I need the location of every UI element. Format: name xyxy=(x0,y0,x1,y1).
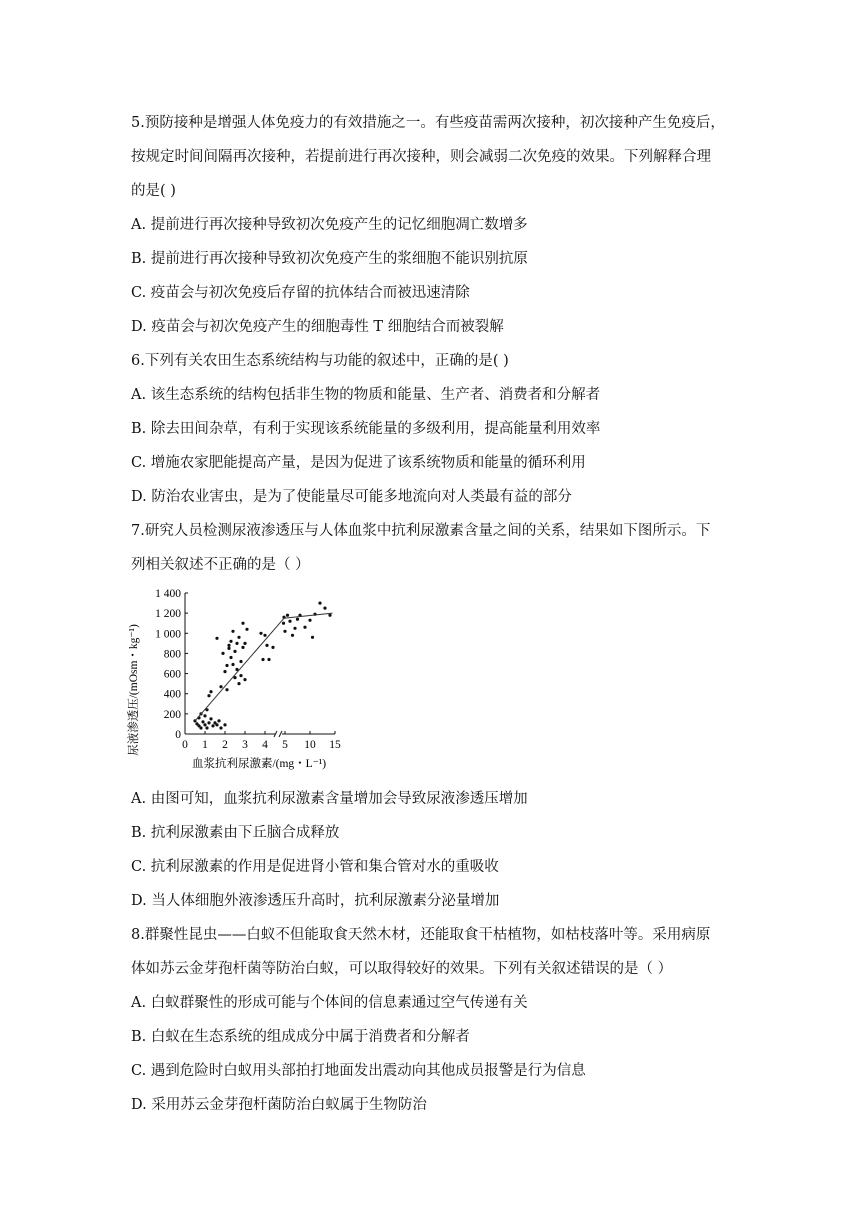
q7-line-1: 7.研究人员检测尿液渗透压与人体血浆中抗利尿激素含量之间的关系，结果如下图所示。下 xyxy=(131,523,711,539)
data-point xyxy=(296,618,299,621)
q5-option-b: B. 提前进行再次接种导致初次免疫产生的浆细胞不能识别抗原 xyxy=(131,251,528,267)
data-point xyxy=(217,719,220,722)
data-point xyxy=(291,634,294,637)
data-point xyxy=(261,658,264,661)
q8-option-b: B. 白蚁在生态系统的组成成分中属于消费者和分解者 xyxy=(131,1029,470,1045)
data-point xyxy=(227,647,230,650)
data-point xyxy=(235,642,238,645)
data-point xyxy=(201,720,204,723)
data-point xyxy=(225,664,228,667)
data-point xyxy=(308,619,311,622)
x-tick-label: 3 xyxy=(242,739,248,751)
y-tick-label: 1 000 xyxy=(155,628,181,641)
data-point xyxy=(243,642,246,645)
data-point xyxy=(237,636,240,639)
data-point xyxy=(229,640,232,643)
data-point xyxy=(211,724,214,727)
q7-option-b: B. 抗利尿激素由下丘脑合成释放 xyxy=(131,825,340,841)
y-tick-label: 800 xyxy=(163,648,181,661)
q8-option-d: D. 采用苏云金芽孢杆菌防治白蚁属于生物防治 xyxy=(131,1097,427,1113)
data-point xyxy=(215,637,218,640)
data-point xyxy=(241,646,244,649)
data-point xyxy=(215,723,218,726)
data-point xyxy=(267,658,270,661)
data-point xyxy=(221,652,224,655)
data-point xyxy=(259,632,262,635)
data-point xyxy=(229,656,232,659)
q7-option-d: D. 当人体细胞外液渗透压升高时，抗利尿激素分泌量增加 xyxy=(131,893,500,909)
data-point xyxy=(311,636,314,639)
data-point xyxy=(207,694,210,697)
data-point xyxy=(225,688,228,691)
q8-option-a: A. 白蚁群聚性的形成可能与个体间的信息素通过空气传递有关 xyxy=(131,995,528,1011)
data-point xyxy=(243,678,246,681)
data-point xyxy=(328,614,331,617)
data-point xyxy=(288,620,291,623)
x-tick-label: 15 xyxy=(329,739,341,751)
x-tick-label: 2 xyxy=(222,739,228,751)
axis-break-mark xyxy=(279,731,282,737)
data-point xyxy=(203,714,206,717)
data-point xyxy=(227,644,230,647)
q6-line-1: 6.下列有关农田生态系统结构与功能的叙述中，正确的是( ) xyxy=(131,353,509,369)
data-point xyxy=(263,634,266,637)
data-point xyxy=(223,670,226,673)
q5-line-2: 按规定时间间隔再次接种，若提前进行再次接种，则会减弱二次免疫的效果。下列解释合理 xyxy=(131,149,711,165)
y-tick-label: 1 400 xyxy=(155,588,181,600)
q5-option-d: D. 疫苗会与初次免疫产生的细胞毒性 T 细胞结合而被裂解 xyxy=(131,319,504,335)
data-point xyxy=(265,644,268,647)
data-points xyxy=(193,602,331,730)
data-point xyxy=(283,630,286,633)
data-point xyxy=(239,660,242,663)
y-tick-label: 200 xyxy=(163,708,181,721)
q7-option-a: A. 由图可知，血浆抗利尿激素含量增加会导致尿液渗透压增加 xyxy=(131,791,528,807)
data-point xyxy=(231,663,234,666)
data-point xyxy=(209,717,212,720)
q6-option-d: D. 防治农业害虫，是为了使能量尽可能多地流向对人类最有益的部分 xyxy=(131,489,572,505)
q7-option-c: C. 抗利尿激素的作用是促进肾小管和集合管对水的重吸收 xyxy=(131,859,499,875)
y-tick-label: 0 xyxy=(175,729,181,741)
data-point xyxy=(286,614,289,617)
data-point xyxy=(293,627,296,630)
q6-option-b: B. 除去田间杂草，有利于实现该系统能量的多级利用，提高能量利用效率 xyxy=(131,421,601,437)
q5-option-c: C. 疫苗会与初次免疫后存留的抗体结合而被迅速清除 xyxy=(131,285,470,301)
data-point xyxy=(203,723,206,726)
data-point xyxy=(231,630,234,633)
data-point xyxy=(282,622,285,625)
q8-option-c: C. 遇到危险时白蚁用头部拍打地面发出震动向其他成员报警是行为信息 xyxy=(131,1063,586,1079)
x-tick-label: 5 xyxy=(282,739,288,751)
y-tick-label: 1 200 xyxy=(155,608,181,621)
q5-line-3: 的是( ) xyxy=(131,183,176,199)
q8-line-2: 体如苏云金芽孢杆菌等防治白蚁，可以取得较好的效果。下列有关叙述错误的是（ ） xyxy=(131,961,673,977)
data-point xyxy=(239,674,242,677)
y-tick-label: 400 xyxy=(163,688,181,701)
x-tick-label: 4 xyxy=(262,739,268,751)
x-tick-label: 0 xyxy=(182,739,188,751)
data-point xyxy=(303,626,306,629)
data-point xyxy=(199,726,202,729)
y-axis-label: 尿液渗透压/(mOsm・kg⁻¹) xyxy=(128,624,140,756)
q8-line-1: 8.群聚性昆虫——白蚁不但能取食天然木材，还能取食干枯植物，如枯枝落叶等。采用病原 xyxy=(131,927,711,943)
data-point xyxy=(219,685,222,688)
adh-osmolality-scatter-chart xyxy=(125,582,355,772)
x-tick-label: 10 xyxy=(304,739,316,751)
q5-line-1: 5.预防接种是增强人体免疫力的有效措施之一。有些疫苗需两次接种，初次接种产生免疫后， xyxy=(131,115,725,131)
data-point xyxy=(241,622,244,625)
data-point xyxy=(271,646,274,649)
q6-option-c: C. 增施农家肥能提高产量，是因为促进了该系统物质和能量的循环利用 xyxy=(131,455,586,471)
q5-option-a: A. 提前进行再次接种导致初次免疫产生的记忆细胞凋亡数增多 xyxy=(131,217,528,233)
y-axis-ticks xyxy=(155,588,188,741)
trend-line-path xyxy=(195,613,333,721)
data-point xyxy=(233,650,236,653)
data-point xyxy=(245,628,248,631)
data-point xyxy=(323,607,326,610)
data-point xyxy=(207,721,210,724)
trend-line xyxy=(195,613,333,721)
x-axis-label: 血浆抗利尿激素/(mg・L⁻¹) xyxy=(191,758,327,770)
q7-line-2: 列相关叙述不正确的是（ ） xyxy=(131,557,310,573)
data-point xyxy=(223,723,226,726)
data-point xyxy=(205,726,208,729)
data-point xyxy=(209,690,212,693)
chart-axes xyxy=(185,593,335,737)
y-tick-label: 600 xyxy=(163,668,181,681)
x-tick-label: 1 xyxy=(202,739,208,751)
data-point xyxy=(318,602,321,605)
data-point xyxy=(237,682,240,685)
data-point xyxy=(219,726,222,729)
q6-option-a: A. 该生态系统的结构包括非生物的物质和能量、生产者、消费者和分解者 xyxy=(131,387,601,403)
